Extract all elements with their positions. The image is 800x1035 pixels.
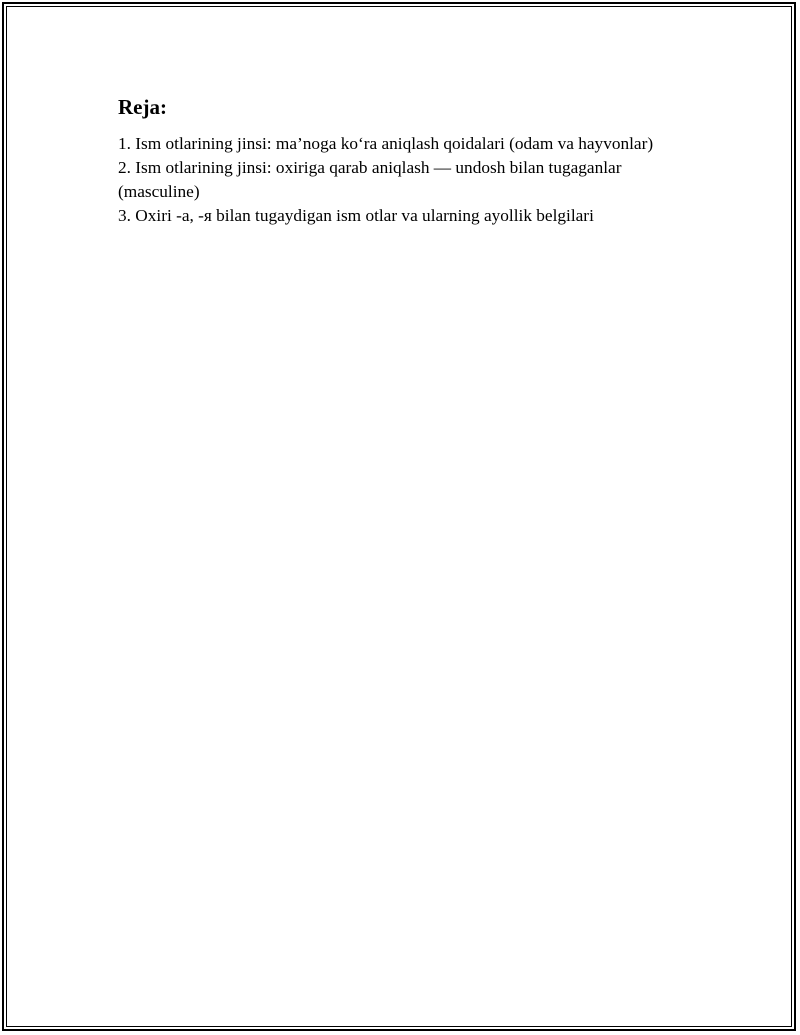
plan-heading: Reja: <box>118 95 167 119</box>
plan-item-1: 1. Ism otlarining jinsi: ma’noga ko‘ra aniqlash qoidalari (odam va hayvonlar) <box>118 134 654 153</box>
plan-list <box>118 132 678 228</box>
plan-item-2: 2. Ism otlarining jinsi: oxiriga qarab aniqlash — undosh bilan tugaganlar (masculine) <box>118 158 622 201</box>
plan-item-3: 3. Oxiri -а, -я bilan tugaydigan ism otlar va ularning ayollik belgilari <box>118 206 594 225</box>
document-content <box>118 94 678 228</box>
